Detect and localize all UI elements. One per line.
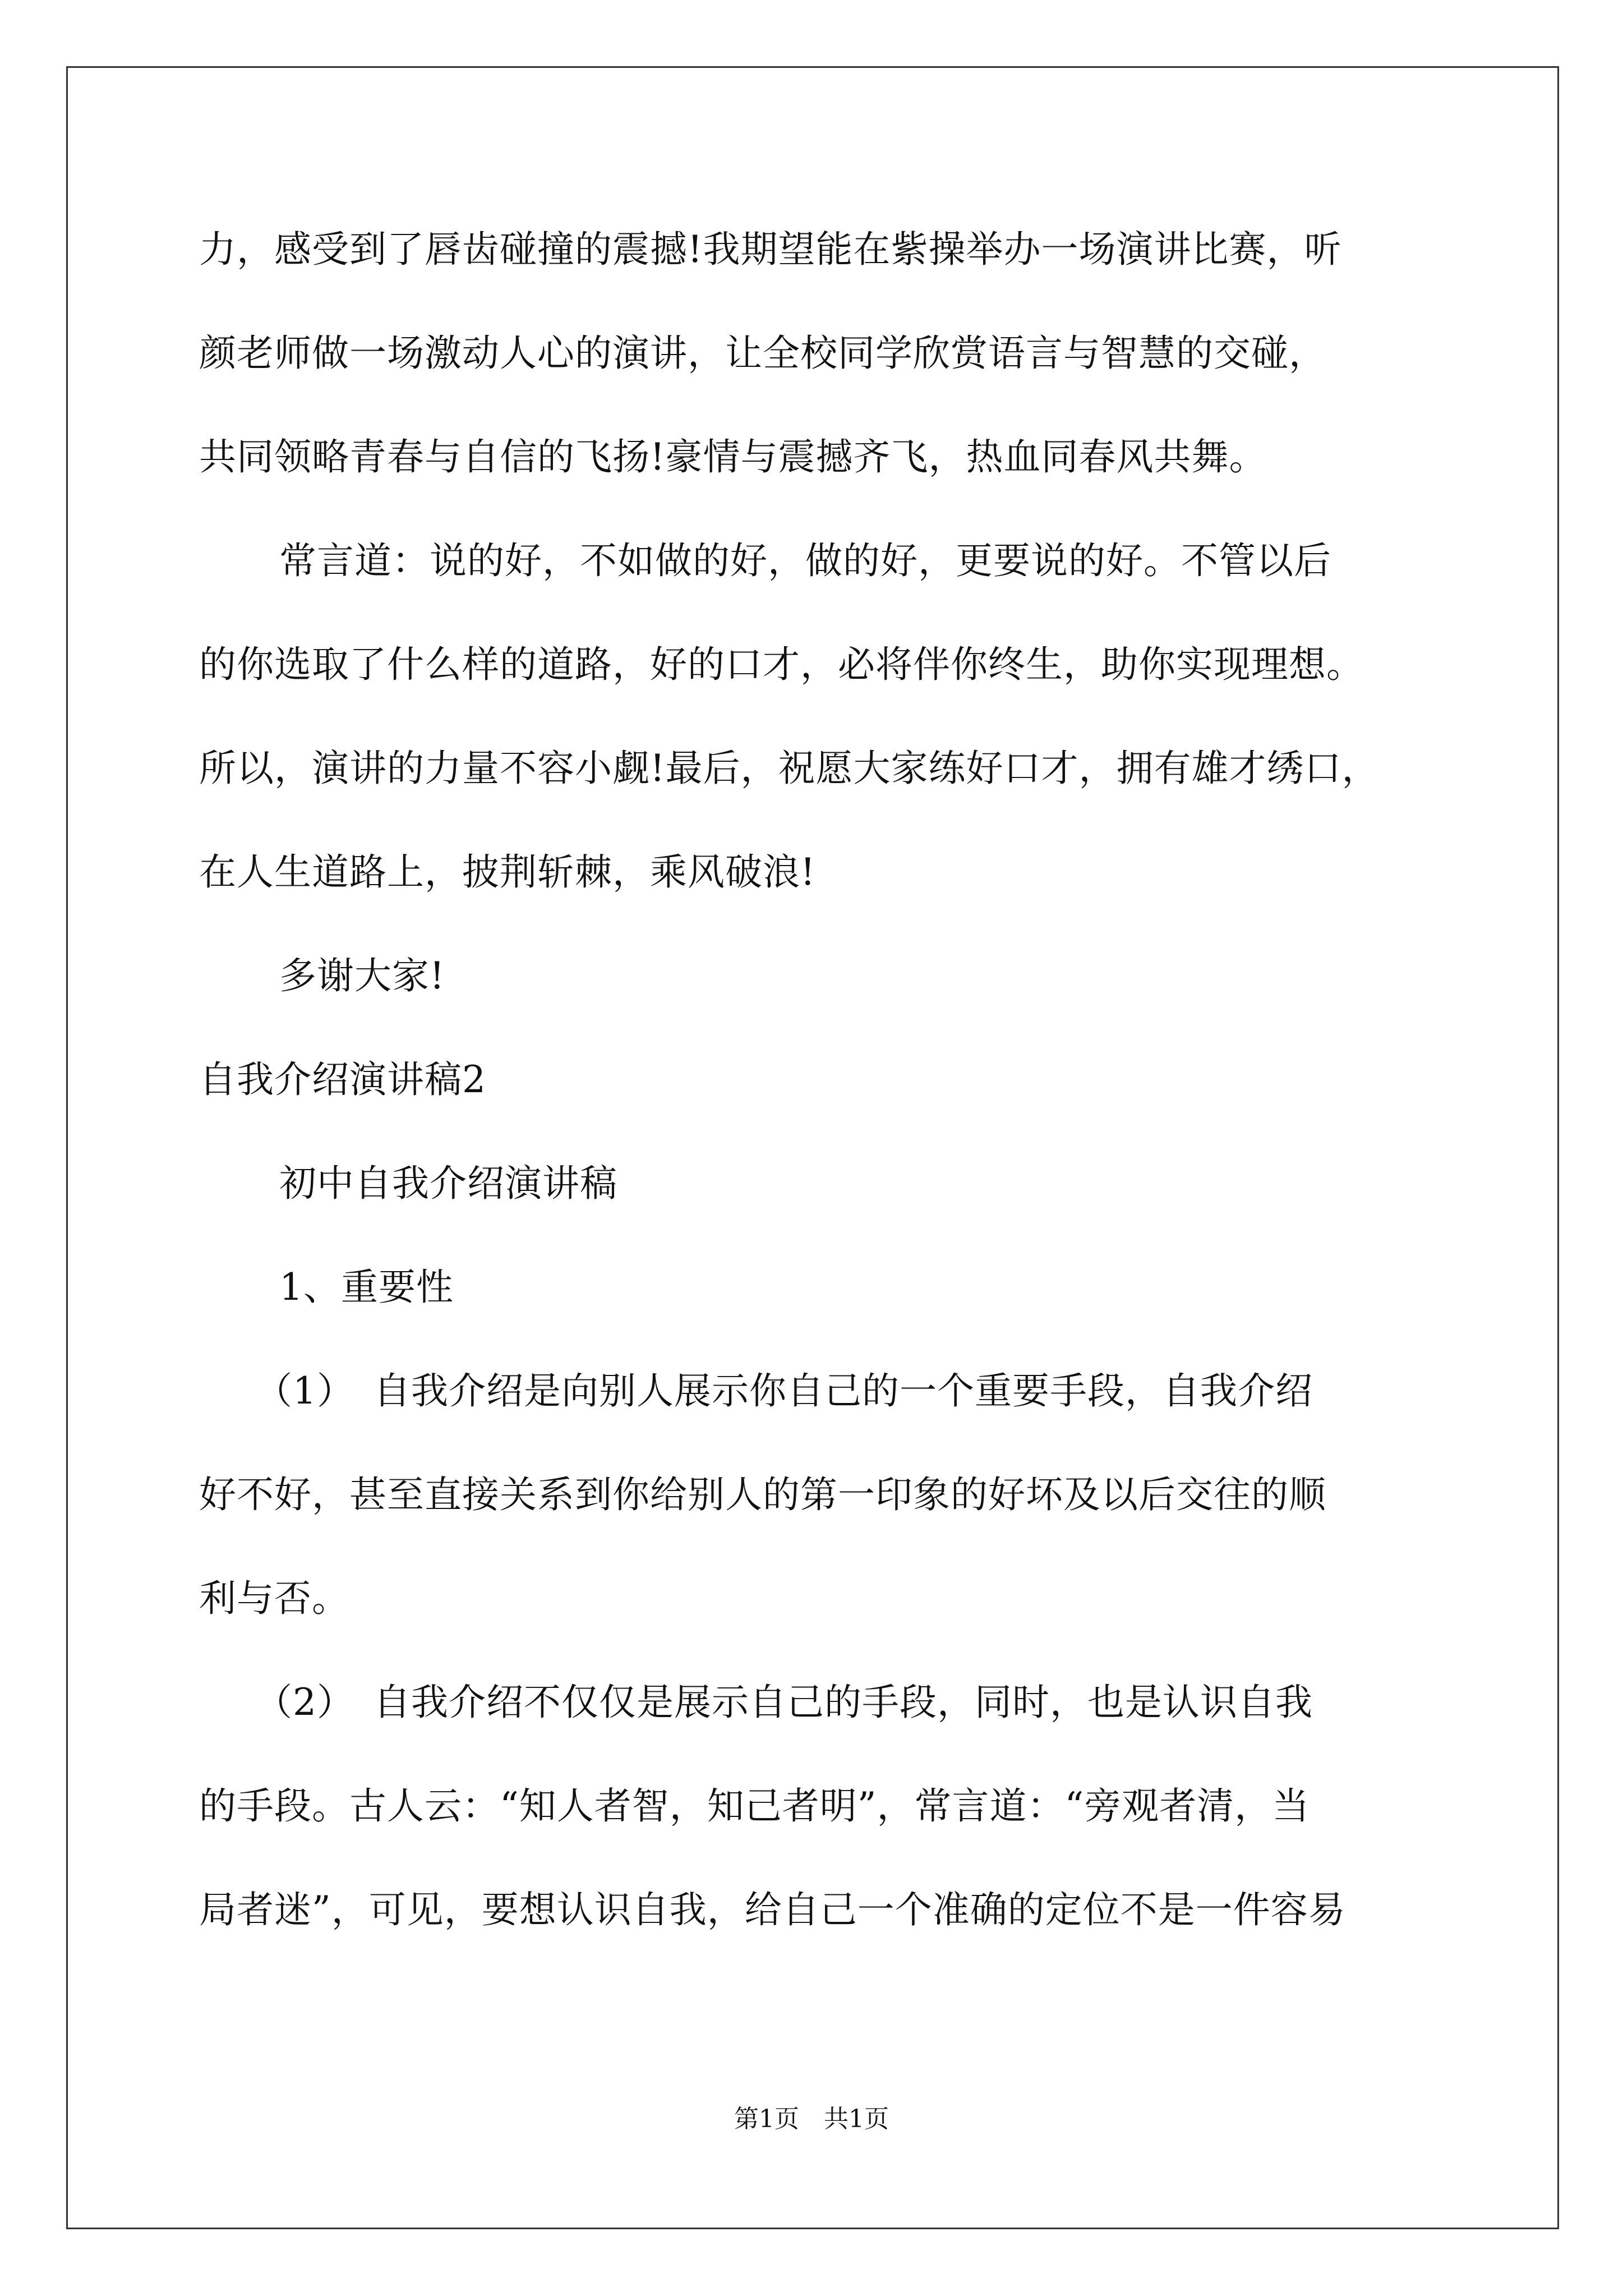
text-line: 力，感受到了唇齿碰撞的震撼!我期望能在紫操举办一场演讲比赛，听 [199,228,1342,271]
subsection-heading: 初中自我介绍演讲稿 [279,1162,617,1205]
text-line: 利与否。 [199,1577,349,1620]
text-line: 在人生道路上，披荆斩棘，乘风破浪! [199,850,816,894]
text-line: 颜老师做一场激动人心的演讲，让全校同学欣赏语言与智慧的交碰， [199,332,1326,375]
text-line: 局者迷”，可见，要想认识自我，给自己一个准确的定位不是一件容易 [199,1888,1346,1931]
text-line: 的手段。古人云：“知人者智，知己者明”，常言道：“旁观者清，当 [199,1784,1310,1828]
text-line: 多谢大家! [279,954,445,997]
text-line: （1） 自我介绍是向别人展示你自己的一个重要手段，自我介绍 [255,1369,1313,1412]
text-line: 的你选取了什么样的道路，好的口才，必将伴你终生，助你实现理想。 [199,643,1364,686]
text-line: 共同领略青春与自信的飞扬!豪情与震撼齐飞，热血同春风共舞。 [199,435,1267,478]
text-line: （2） 自我介绍不仅仅是展示自己的手段，同时，也是认识自我 [255,1681,1313,1724]
section-heading: 自我介绍演讲稿2 [199,1058,486,1101]
text-line: 常言道：说的好，不如做的好，做的好，更要说的好。不管以后 [279,539,1331,582]
page-footer: 第1页 共1页 [734,2105,889,2133]
text-line: 好不好，甚至直接关系到你给别人的第一印象的好坏及以后交往的顺 [199,1473,1326,1516]
text-line: 所以，演讲的力量不容小觑!最后，祝愿大家练好口才，拥有雄才绣口， [199,747,1380,790]
list-heading: 1、重要性 [279,1266,454,1309]
